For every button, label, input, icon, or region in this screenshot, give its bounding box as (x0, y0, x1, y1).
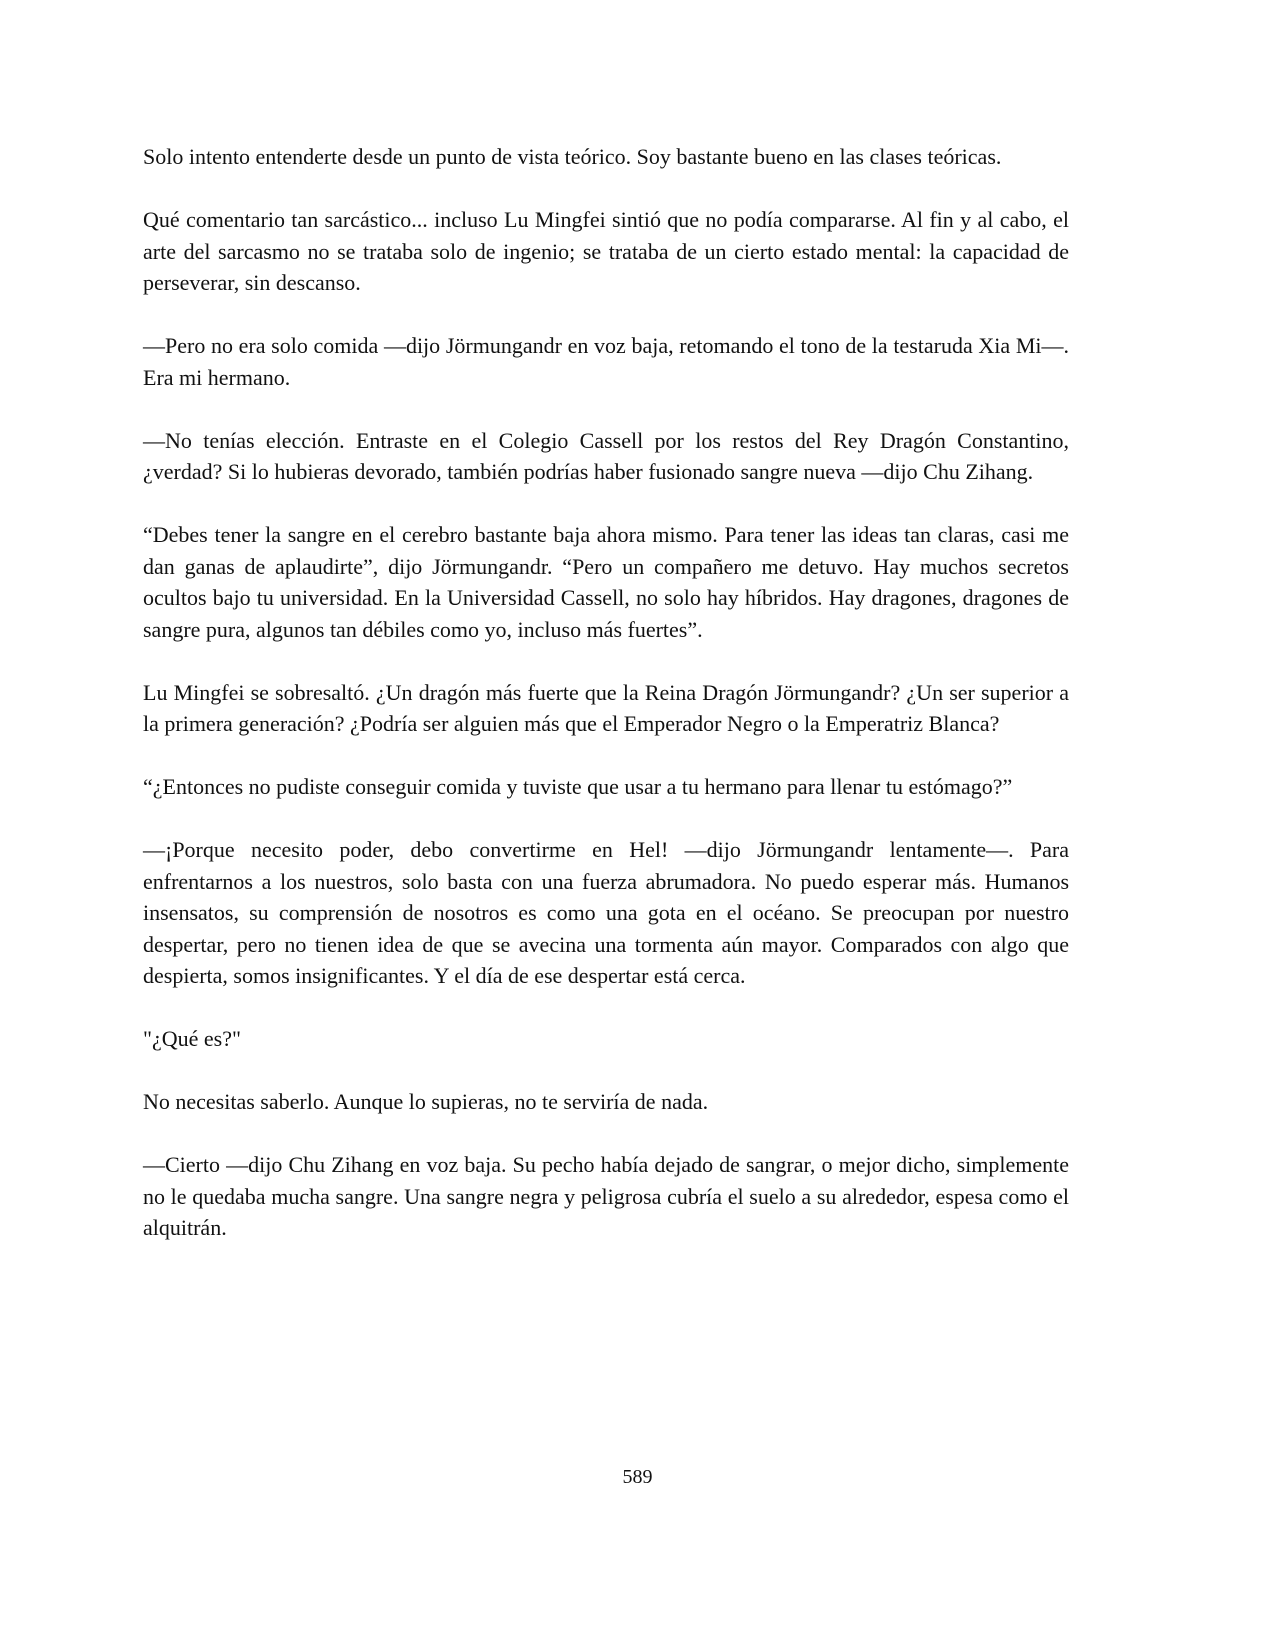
paragraph: —No tenías elección. Entraste en el Colegio Cassell por los restos del Rey Dragón Constantino, ¿verdad? Si lo hubieras devorado, también podrías haber fusionado sangre nueva —dijo Chu Zihang. (143, 427, 1069, 484)
paragraph: Qué comentario tan sarcástico... incluso Lu Mingfei sintió que no podía compararse. Al fin y al cabo, el arte del sarcasmo no se trataba solo de ingenio; se trataba de un cierto estado mental: la capacidad de perseverar, sin descanso. (143, 207, 1069, 295)
paragraph: “Debes tener la sangre en el cerebro bastante baja ahora mismo. Para tener las ideas tan claras, casi me dan ganas de aplaudirte”, dijo Jörmungandr. “Pero un compañero me detuvo. Hay muchos secretos ocultos bajo tu universidad. En la Universidad Cassell, no solo hay híbridos. Hay dragones, dragones de sangre pura, algunos tan débiles como yo, incluso más fuertes”. (143, 522, 1069, 642)
paragraph: —Pero no era solo comida —dijo Jörmungandr en voz baja, retomando el tono de la testaruda Xia Mi—. Era mi hermano. (143, 333, 1069, 390)
page-body (143, 141, 1069, 1275)
paragraph: "¿Qué es?" (143, 1026, 241, 1051)
paragraph: “¿Entonces no pudiste conseguir comida y tuviste que usar a tu hermano para llenar tu estómago?” (143, 774, 1013, 799)
paragraph: No necesitas saberlo. Aunque lo supieras, no te serviría de nada. (143, 1089, 709, 1114)
paragraph: —¡Porque necesito poder, debo convertirme en Hel! —dijo Jörmungandr lentamente—. Para enfrentarnos a los nuestros, solo basta con una fuerza abrumadora. No puedo esperar más. Humanos insensatos, su comprensión de nosotros es como una gota en el océano. Se preocupan por nuestro despertar, pero no tienen idea de que se avecina una tormenta aún mayor. Comparados con algo que despierta, somos insignificantes. Y el día de ese despertar está cerca. (143, 837, 1069, 988)
page-number: 589 (622, 1466, 653, 1488)
paragraph: —Cierto —dijo Chu Zihang en voz baja. Su pecho había dejado de sangrar, o mejor dicho, simplemente no le quedaba mucha sangre. Una sangre negra y peligrosa cubría el suelo a su alrededor, espesa como el alquitrán. (143, 1152, 1069, 1240)
paragraph: Lu Mingfei se sobresaltó. ¿Un dragón más fuerte que la Reina Dragón Jörmungandr? ¿Un ser superior a la primera generación? ¿Podría ser alguien más que el Emperador Negro o la Emperatriz Blanca? (143, 679, 1069, 736)
paragraph: Solo intento entenderte desde un punto de vista teórico. Soy bastante bueno en las clases teóricas. (143, 144, 1002, 169)
